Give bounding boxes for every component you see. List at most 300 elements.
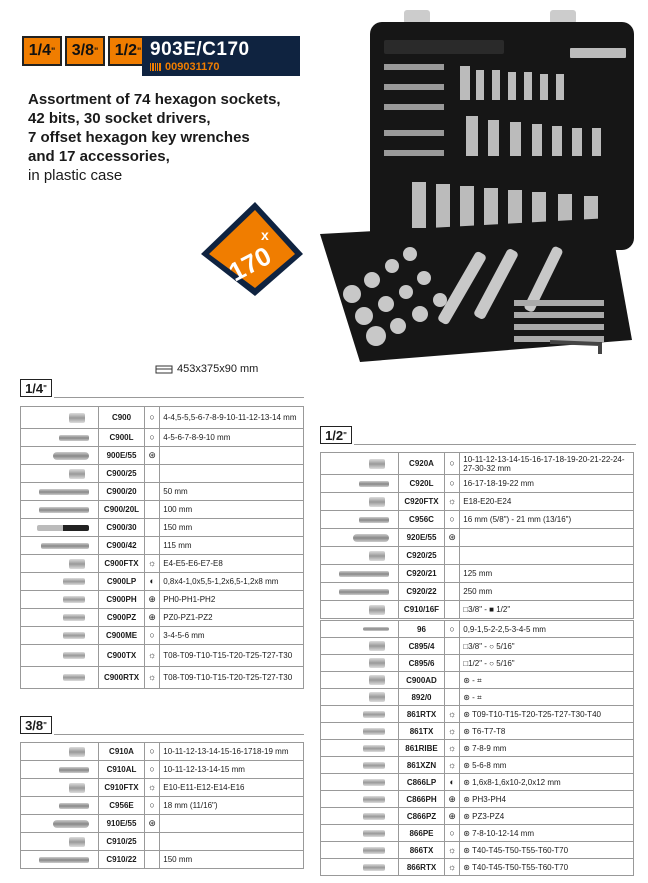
article-code: C900ME: [99, 627, 145, 645]
tool-image-cell: [321, 706, 399, 723]
ext-tool-icon: [39, 507, 89, 513]
spec-row: [21, 667, 304, 689]
spec-row: [21, 815, 304, 833]
bit-tool-icon: [63, 578, 85, 585]
spec-row: [21, 573, 304, 591]
socket-tool-icon: [69, 559, 85, 569]
tbar-tool-icon: [41, 543, 89, 549]
type-symbol: ⊛: [145, 815, 160, 833]
tool-image-cell: [21, 645, 99, 667]
type-symbol: ○: [145, 407, 160, 429]
bit-tool-icon: [363, 796, 385, 803]
type-symbol: ◐: [145, 573, 160, 591]
badge-multiplier: x: [261, 227, 269, 243]
tool-image-cell: [321, 842, 399, 859]
type-symbol: ◐: [445, 774, 460, 791]
tool-image-cell: [321, 453, 399, 475]
adapter-tool-icon: [369, 675, 385, 685]
type-symbol: ⊕: [145, 591, 160, 609]
sizes-value: [160, 447, 304, 465]
spec-table-threeeighths: [20, 742, 304, 869]
long-tool-icon: [59, 803, 89, 809]
spec-row: [21, 761, 304, 779]
sizes-value: □3/8" - ○ 5/16": [460, 638, 634, 655]
type-symbol: ○: [145, 743, 160, 761]
barcode-icon: [150, 63, 161, 71]
type-symbol: [445, 655, 460, 672]
type-symbol: ☼: [145, 667, 160, 689]
tool-image-cell: [321, 493, 399, 511]
article-number-row: [150, 61, 292, 73]
section-tag-label: 1/4: [25, 380, 44, 396]
spec-row: [321, 511, 634, 529]
type-symbol: ○: [445, 621, 460, 638]
article-code: C900: [99, 407, 145, 429]
spec-row: [21, 797, 304, 815]
article-code: C920FTX: [399, 493, 445, 511]
article-code: C910/16F: [399, 601, 445, 619]
bit-tool-icon: [363, 830, 385, 837]
spec-row: [321, 740, 634, 757]
sizes-value: E4-E5-E6-E7-E8: [160, 555, 304, 573]
article-code: 892/0: [399, 689, 445, 706]
sizes-value: ⊛ 5-6-8 mm: [460, 757, 634, 774]
article-code: C920L: [399, 475, 445, 493]
sizes-value: 16 mm (5/8") - 21 mm (13/16"): [460, 511, 634, 529]
type-symbol: ☼: [445, 859, 460, 876]
long-tool-icon: [59, 435, 89, 441]
tool-image-cell: [321, 638, 399, 655]
article-code: C895/6: [399, 655, 445, 672]
type-symbol: ☼: [445, 740, 460, 757]
tool-image-cell: [21, 627, 99, 645]
type-symbol: ⊕: [145, 609, 160, 627]
article-code: 861RIBE: [399, 740, 445, 757]
tool-image-cell: [321, 583, 399, 601]
bit-tool-icon: [63, 632, 85, 639]
article-code: C900LP: [99, 573, 145, 591]
drive-tag-quarter: 1/4 ": [22, 36, 62, 66]
driver-tool-icon: [37, 525, 89, 531]
article-code: 910E/55: [99, 815, 145, 833]
type-symbol: ☼: [145, 779, 160, 797]
sizes-value: ⊛ - ⌗: [460, 689, 634, 706]
sizes-value: 10-11-12-13-14-15-16-1718-19 mm: [160, 743, 304, 761]
drive-tag-label: 1/2: [114, 42, 137, 59]
socket-tool-icon: [369, 459, 385, 469]
article-code: C900FTX: [99, 555, 145, 573]
divider: [54, 397, 304, 398]
type-symbol: [445, 601, 460, 619]
socket-tool-icon: [369, 497, 385, 507]
article-code: C900/20: [99, 483, 145, 501]
tool-image-cell: [21, 761, 99, 779]
spec-row: [21, 833, 304, 851]
tool-image-cell: [21, 447, 99, 465]
type-symbol: [145, 483, 160, 501]
spec-row: [321, 672, 634, 689]
type-symbol: ○: [145, 761, 160, 779]
socket-tool-icon: [69, 747, 85, 757]
badge-count: 170: [223, 240, 277, 288]
long-tool-icon: [359, 517, 389, 523]
description-line: 7 offset hexagon key wrenches: [28, 129, 250, 146]
description-line: 42 bits, 30 socket drivers,: [28, 110, 211, 127]
spec-row: [21, 501, 304, 519]
sizes-value: E18-E20-E24: [460, 493, 634, 511]
section-tag-label: 1/2: [325, 427, 344, 443]
article-code: 900E/55: [99, 447, 145, 465]
article-code: C910/22: [99, 851, 145, 869]
spec-table-quarter: [20, 406, 304, 689]
tool-image-cell: [321, 529, 399, 547]
bit-tool-icon: [363, 864, 385, 871]
type-symbol: ☼: [445, 493, 460, 511]
type-symbol: ○: [445, 453, 460, 475]
sizes-value: □1/2" - ○ 5/16": [460, 655, 634, 672]
sizes-value: 150 mm: [160, 851, 304, 869]
description-line: Assortment of 74 hexagon sockets,: [28, 91, 281, 108]
article-number: 009031170: [165, 61, 220, 73]
article-code: 96: [399, 621, 445, 638]
spec-row: [321, 808, 634, 825]
spec-row: [321, 475, 634, 493]
spec-row: [21, 609, 304, 627]
spec-row: [21, 779, 304, 797]
adapter-tool-icon: [369, 641, 385, 651]
spec-row: [21, 627, 304, 645]
article-code: C956C: [399, 511, 445, 529]
type-symbol: [445, 565, 460, 583]
section-tag-quarter: 1/4 ": [20, 379, 52, 397]
sizes-value: [160, 833, 304, 851]
tool-image-cell: [21, 609, 99, 627]
type-symbol: [145, 833, 160, 851]
tool-image-cell: [321, 475, 399, 493]
spec-row: [321, 547, 634, 565]
type-symbol: ☼: [445, 706, 460, 723]
adapter-tool-icon: [369, 551, 385, 561]
spec-row: [321, 583, 634, 601]
drive-size-tags: [22, 36, 151, 76]
sizes-value: 10-11-12-13-14-15 mm: [160, 761, 304, 779]
spec-row: [21, 645, 304, 667]
article-code: C920/25: [399, 547, 445, 565]
spec-row: [321, 655, 634, 672]
tool-image-cell: [21, 573, 99, 591]
drive-tag-threeeighths: 3/8 ": [65, 36, 105, 66]
article-code: 861TX: [399, 723, 445, 740]
article-code: C900L: [99, 429, 145, 447]
sizes-value: ⊛ T40-T45-T50-T55-T60-T70: [460, 842, 634, 859]
section-tag-half: 1/2 ": [320, 426, 352, 444]
spec-row: [321, 706, 634, 723]
model-code: 903E/C170: [150, 39, 250, 60]
tool-image-cell: [21, 537, 99, 555]
socket-tool-icon: [69, 413, 85, 423]
spec-row: [321, 621, 634, 638]
sizes-value: 18 mm (11/16"): [160, 797, 304, 815]
ext-tool-icon: [39, 489, 89, 495]
product-description: [28, 90, 288, 185]
sizes-value: 100 mm: [160, 501, 304, 519]
tool-image-cell: [21, 483, 99, 501]
bit-tool-icon: [363, 779, 385, 786]
tool-image-cell: [21, 779, 99, 797]
tool-image-cell: [21, 743, 99, 761]
tool-image-cell: [21, 501, 99, 519]
spec-row: [21, 465, 304, 483]
type-symbol: [145, 519, 160, 537]
tool-image-cell: [21, 555, 99, 573]
ext-tool-icon: [39, 857, 89, 863]
type-symbol: [145, 851, 160, 869]
article-code: C956E: [99, 797, 145, 815]
tool-image-cell: [321, 774, 399, 791]
key-tool-icon: [363, 627, 389, 631]
type-symbol: [445, 547, 460, 565]
sizes-value: 3-4-5-6 mm: [160, 627, 304, 645]
adapter-tool-icon: [369, 605, 385, 615]
ratchet-tool-icon: [353, 534, 389, 542]
section-tag-threeeighths: 3/8 ": [20, 716, 52, 734]
article-code: C866PZ: [399, 808, 445, 825]
article-code: C900PH: [99, 591, 145, 609]
case-dimensions: [155, 363, 258, 375]
tool-image-cell: [321, 511, 399, 529]
spec-row: [321, 453, 634, 475]
article-code: 866TX: [399, 842, 445, 859]
type-symbol: ☼: [445, 842, 460, 859]
article-code: 861XZN: [399, 757, 445, 774]
sizes-value: ⊛ 7-8-10-12-14 mm: [460, 825, 634, 842]
type-symbol: [445, 689, 460, 706]
spec-row: [21, 429, 304, 447]
sizes-value: ⊛ T40-T45-T50-T55-T60-T70: [460, 859, 634, 876]
spec-row: [321, 638, 634, 655]
sizes-value: T08-T09-T10-T15-T20-T25-T27-T30: [160, 645, 304, 667]
adapter-tool-icon: [369, 658, 385, 668]
spec-table-half: [320, 452, 634, 619]
tool-image-cell: [321, 740, 399, 757]
sizes-value: 10-11-12-13-14-15-16-17-18-19-20-21-22-24-27-30-32 mm: [460, 453, 634, 475]
tool-image-cell: [21, 667, 99, 689]
bit-tool-icon: [363, 847, 385, 854]
tool-image-cell: [321, 825, 399, 842]
sizes-value: 115 mm: [160, 537, 304, 555]
spec-row: [321, 842, 634, 859]
sizes-value: 125 mm: [460, 565, 634, 583]
type-symbol: ☼: [145, 555, 160, 573]
tool-image-cell: [321, 689, 399, 706]
sizes-value: ⊛ PZ3-PZ4: [460, 808, 634, 825]
spec-row: [321, 565, 634, 583]
tool-image-cell: [321, 565, 399, 583]
type-symbol: ⊛: [145, 447, 160, 465]
sizes-value: 0,9-1,5-2-2,5-3-4-5 mm: [460, 621, 634, 638]
sizes-value: ⊛ 1,6x8-1,6x10-2,0x12 mm: [460, 774, 634, 791]
ratchet-tool-icon: [53, 452, 89, 460]
article-code: C910/25: [99, 833, 145, 851]
tool-image-cell: [21, 429, 99, 447]
model-code-box: [142, 36, 300, 76]
article-code: C900PZ: [99, 609, 145, 627]
type-symbol: ○: [445, 825, 460, 842]
sizes-value: E10-E11-E12-E14-E16: [160, 779, 304, 797]
bit-tool-icon: [363, 711, 385, 718]
section-tag-label: 3/8: [25, 717, 44, 733]
type-symbol: ☼: [445, 723, 460, 740]
article-code: 866RTX: [399, 859, 445, 876]
sizes-value: PZ0-PZ1-PZ2: [160, 609, 304, 627]
spec-row: [321, 723, 634, 740]
tool-image-cell: [21, 407, 99, 429]
spec-row: [21, 555, 304, 573]
sizes-value: 4-4,5-5,5-6-7-8-9-10-11-12-13-14 mm: [160, 407, 304, 429]
bit-tool-icon: [363, 762, 385, 769]
adapter-tool-icon: [69, 837, 85, 847]
tool-image-cell: [321, 621, 399, 638]
spec-row: [21, 851, 304, 869]
divider: [54, 734, 304, 735]
long-tool-icon: [59, 767, 89, 773]
sizes-value: 16-17-18-19-22 mm: [460, 475, 634, 493]
piece-count-badge: [195, 188, 307, 300]
type-symbol: [145, 537, 160, 555]
spec-row: [21, 483, 304, 501]
article-code: C910A: [99, 743, 145, 761]
type-symbol: ⊕: [445, 808, 460, 825]
spec-row: [321, 825, 634, 842]
spec-row: [321, 791, 634, 808]
sizes-value: ⊛ PH3-PH4: [460, 791, 634, 808]
article-code: C920A: [399, 453, 445, 475]
tool-image-cell: [321, 547, 399, 565]
sizes-value: 0,8x4-1,0x5,5-1,2x6,5-1,2x8 mm: [160, 573, 304, 591]
article-code: C900/30: [99, 519, 145, 537]
type-symbol: [145, 501, 160, 519]
sizes-value: [460, 547, 634, 565]
adapter-tool-icon: [369, 692, 385, 702]
description-line: in plastic case: [28, 167, 123, 184]
article-code: C920/22: [399, 583, 445, 601]
spec-row: [21, 407, 304, 429]
spec-row: [21, 537, 304, 555]
sizes-value: ⊛ 7-8-9 mm: [460, 740, 634, 757]
sizes-value: ⊛ T09-T10-T15-T20-T25-T27-T30-T40: [460, 706, 634, 723]
sizes-value: [460, 529, 634, 547]
spec-row: [21, 743, 304, 761]
bit-tool-icon: [363, 745, 385, 752]
sizes-value: PH0-PH1-PH2: [160, 591, 304, 609]
ratchet-tool-icon: [53, 820, 89, 828]
bit-tool-icon: [63, 614, 85, 621]
spec-row: [21, 447, 304, 465]
article-code: C866PH: [399, 791, 445, 808]
tool-image-cell: [21, 591, 99, 609]
tool-image-cell: [21, 465, 99, 483]
sizes-value: □3/8" - ■ 1/2": [460, 601, 634, 619]
type-symbol: [145, 465, 160, 483]
type-symbol: ☼: [445, 757, 460, 774]
tool-case-image: [300, 4, 640, 364]
spec-row: [321, 757, 634, 774]
bit-tool-icon: [63, 596, 85, 603]
article-code: C900/42: [99, 537, 145, 555]
bit-tool-icon: [63, 674, 85, 681]
sizes-value: 250 mm: [460, 583, 634, 601]
spec-row: [321, 601, 634, 619]
tool-image-cell: [321, 601, 399, 619]
sizes-value: ⊛ T6-T7-T8: [460, 723, 634, 740]
tool-image-cell: [321, 672, 399, 689]
tool-image-cell: [21, 815, 99, 833]
type-symbol: [445, 672, 460, 689]
long-tool-icon: [359, 481, 389, 487]
article-code: C910FTX: [99, 779, 145, 797]
type-symbol: ○: [145, 429, 160, 447]
article-code: C910AL: [99, 761, 145, 779]
tool-image-cell: [321, 723, 399, 740]
sizes-value: [160, 815, 304, 833]
article-code: C900TX: [99, 645, 145, 667]
article-code: C900AD: [399, 672, 445, 689]
tool-image-cell: [21, 833, 99, 851]
divider: [354, 444, 636, 445]
article-code: C900/25: [99, 465, 145, 483]
spec-row: [321, 859, 634, 876]
type-symbol: ○: [145, 627, 160, 645]
tool-image-cell: [321, 791, 399, 808]
bit-tool-icon: [63, 652, 85, 659]
drive-tag-label: 1/4: [28, 42, 51, 59]
type-symbol: ⊕: [445, 791, 460, 808]
spec-table-bits: [320, 620, 634, 876]
drive-tag-label: 3/8: [71, 42, 94, 59]
article-code: C895/4: [399, 638, 445, 655]
ext-tool-icon: [339, 571, 389, 577]
case-icon: [155, 365, 173, 374]
bit-tool-icon: [363, 728, 385, 735]
type-symbol: ○: [445, 475, 460, 493]
article-code: C920/21: [399, 565, 445, 583]
spec-row: [321, 689, 634, 706]
spec-row: [321, 493, 634, 511]
article-code: 866PE: [399, 825, 445, 842]
socket-tool-icon: [69, 783, 85, 793]
bit-tool-icon: [363, 813, 385, 820]
dimensions-text: 453x375x90 mm: [177, 363, 259, 375]
sizes-value: 50 mm: [160, 483, 304, 501]
article-code: C900RTX: [99, 667, 145, 689]
spec-row: [21, 519, 304, 537]
sizes-value: T08-T09-T10-T15-T20-T25-T27-T30: [160, 667, 304, 689]
article-code: C900/20L: [99, 501, 145, 519]
tool-image-cell: [321, 859, 399, 876]
type-symbol: ○: [445, 511, 460, 529]
type-symbol: ○: [145, 797, 160, 815]
type-symbol: ⊛: [445, 529, 460, 547]
tool-image-cell: [21, 519, 99, 537]
spec-row: [321, 529, 634, 547]
type-symbol: [445, 583, 460, 601]
sizes-value: 150 mm: [160, 519, 304, 537]
tool-image-cell: [321, 757, 399, 774]
tool-image-cell: [21, 797, 99, 815]
tool-image-cell: [321, 808, 399, 825]
drive-tag-half: 1/2 ": [108, 36, 148, 66]
description-line: and 17 accessories,: [28, 148, 170, 165]
